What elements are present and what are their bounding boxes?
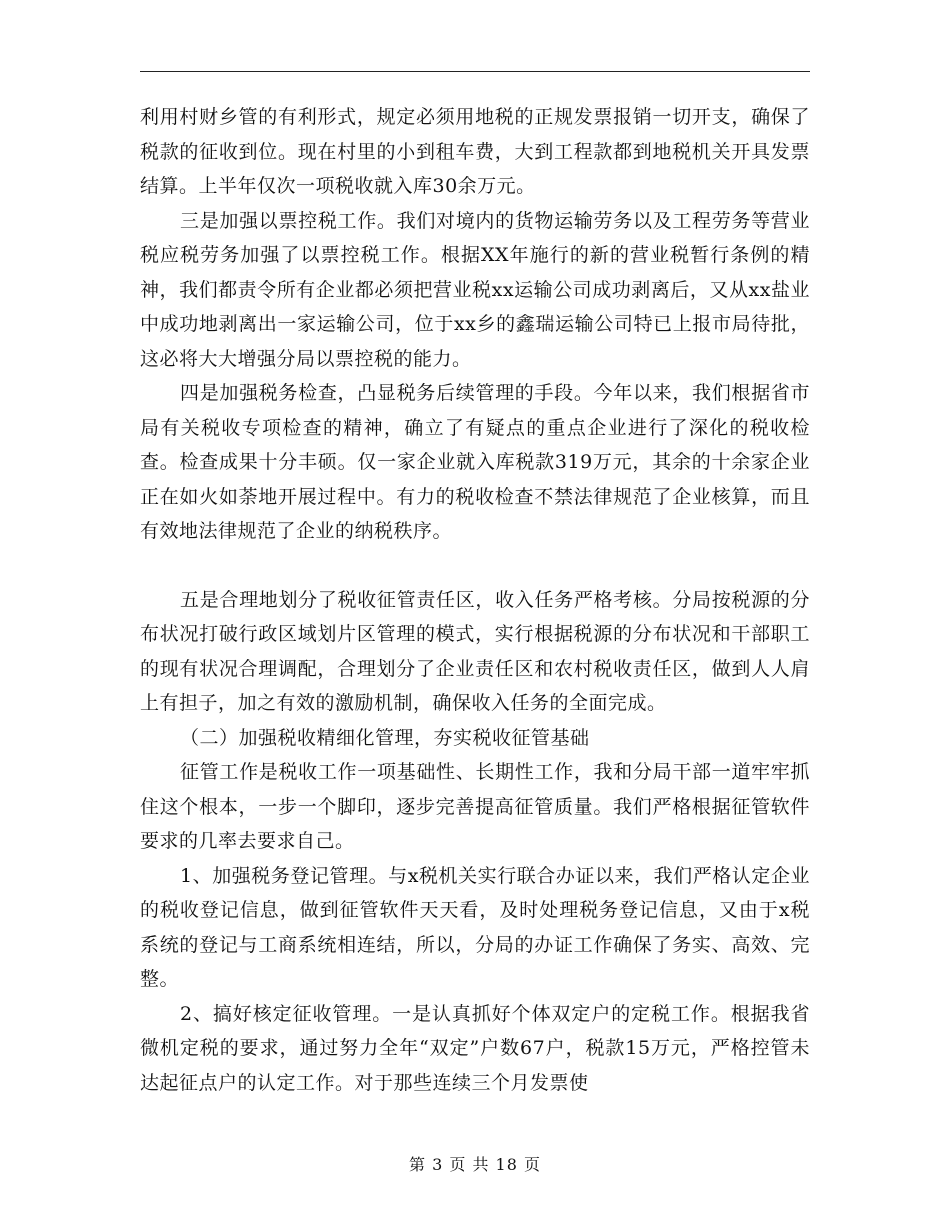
paragraph-collection-intro: 征管工作是税收工作一项基础性、长期性工作，我和分局干部一道牢牢抓住这个根本，一步一个脚印，逐步完善提高征管质量。我们严格根据征管软件要求的几率去要求自己。 <box>140 761 810 852</box>
paragraph-item-one: 1、加强税务登记管理。与x税机关实行联合办证以来，我们严格认定企业的税收登记信息，做到征管软件天天看，及时处理税务登记信息，又由于x税系统的登记与工商系统相连结，所以，分局的办证工作确保了务实、高效、完整。 <box>140 864 810 990</box>
paragraph-point-four: 四是加强税务检查，凸显税务后续管理的手段。今年以来，我们根据省市局有关税收专项检查的精神，确立了有疑点的重点企业进行了深化的税收检查。检查成果十分丰硕。仅一家企业就入库税款319万元，其余的十余家企业正在如火如荼地开展过程中。有力的税收检查不禁法律规范了企业核算，而且有效地法律规范了企业的纳税秩序。 <box>140 382 810 542</box>
paragraph-point-three: 三是加强以票控税工作。我们对境内的货物运输劳务以及工程劳务等营业税应税劳务加强了以票控税工作。根据XX年施行的新的营业税暂行条例的精神，我们都责令所有企业都必须把营业税xx运输公司成功剥离后，又从xx盐业中成功地剥离出一家运输公司，位于xx乡的鑫瑞运输公司特已上报市局待批，这必将大大增强分局以票控税的能力。 <box>140 209 810 370</box>
document-body <box>140 100 810 1100</box>
header-rule <box>140 71 810 72</box>
page-number: 第 3 页 共 18 页 <box>409 1155 541 1174</box>
paragraph-continuation: 利用村财乡管的有利形式，规定必须用地税的正规发票报销一切开支，确保了税款的征收到位。现在村里的小到租车费，大到工程款都到地税机关开具发票结算。上半年仅次一项税收就入库30余万元。 <box>140 106 810 197</box>
section-heading: （二）加强税收精细化管理，夯实税收征管基础 <box>180 726 590 749</box>
paragraph-item-two: 2、搞好核定征收管理。一是认真抓好个体双定户的定税工作。根据我省微机定税的要求，通过努力全年“双定”户数67户，税款15万元，严格控管未达起征点户的认定工作。对于那些连续三个月发票使 <box>140 1002 810 1094</box>
paragraph-point-five: 五是合理地划分了税收征管责任区，收入任务严格考核。分局按税源的分布状况打破行政区域划片区管理的模式，实行根据税源的分布状况和干部职工的现有状况合理调配，合理划分了企业责任区和农村税收责任区，做到人人肩上有担子，加之有效的激励机制，确保收入任务的全面完成。 <box>140 588 810 714</box>
